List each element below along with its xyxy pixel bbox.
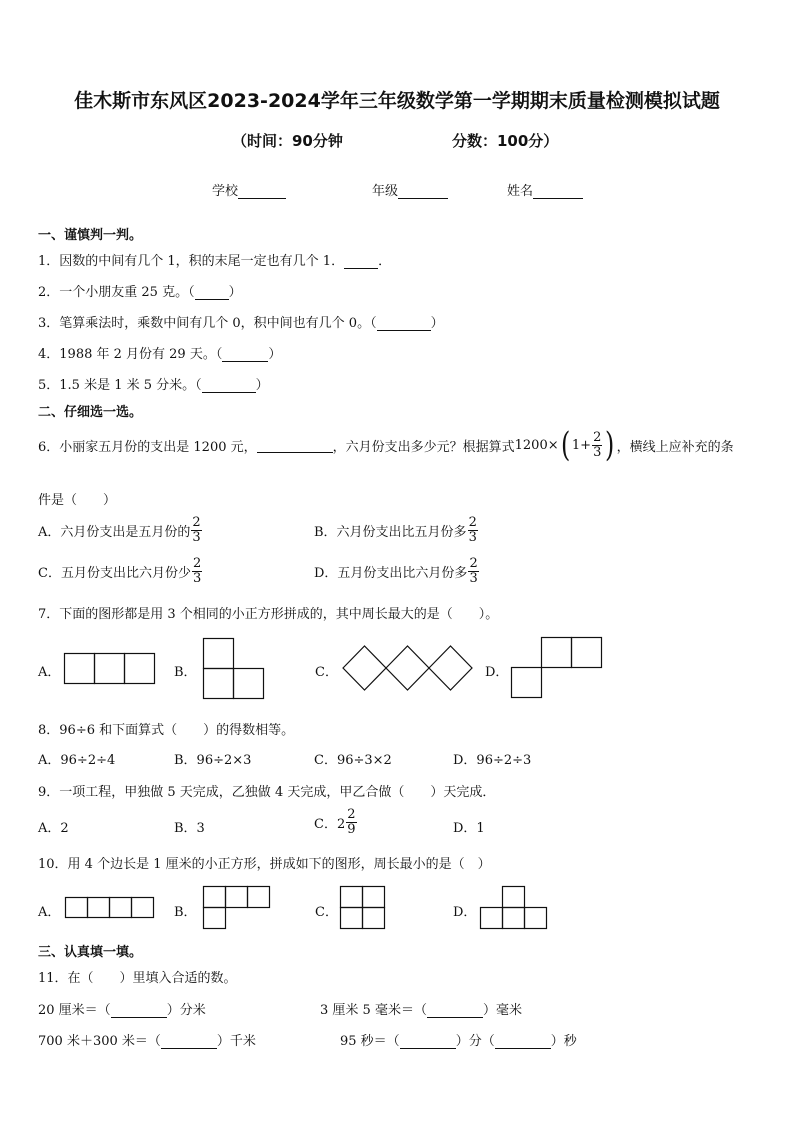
question-7: 7．下面的图形都是用 3 个相同的小正方形拼成的，其中周长最大的是（ ）。 [38,607,499,622]
question-6-line2: 件是（ ） [38,493,117,508]
option-8c[interactable]: C．96÷3×2 [314,753,392,768]
fraction-2-3: $\frac{2}{3}$ [593,429,602,460]
option-8d[interactable]: D．96÷2÷3 [453,753,532,768]
shape-7a-three-in-row [64,653,157,685]
option-9c[interactable]: C．2 $\frac{2}{9}$ [314,807,356,837]
answer-blank-3[interactable] [377,316,431,331]
name-field[interactable] [507,180,583,199]
option-9b[interactable]: B．3 [174,821,205,836]
formula: 1200× ( 1+ $\frac{2}{3}$ ) [514,425,615,465]
question-11-row1a: 20 厘米＝（ ）分米 [38,1003,206,1018]
answer-blank-11e[interactable] [495,1034,551,1049]
school-field[interactable] [212,180,286,199]
grade-blank[interactable] [398,184,448,199]
question-2: 2．一个小朋友重 25 克。（ ） [38,285,242,300]
option-7d-label[interactable]: D． [485,665,509,680]
answer-blank-11d[interactable] [400,1034,456,1049]
question-11-row2b: 95 秒＝（ ）分（ ）秒 [340,1034,577,1049]
section-3-heading: 三、认真填一填。 [38,945,143,960]
answer-blank-4[interactable] [222,347,268,362]
question-9: 9．一项工程，甲独做 5 天完成，乙独做 4 天完成，甲乙合做（ ）天完成． [38,785,496,800]
question-5: 5．1.5 米是 1 米 5 分米。（ ） [38,378,269,393]
question-11-row2a: 700 米＋300 米＝（ ）千米 [38,1034,256,1049]
shape-10d-t-shape [480,886,548,930]
grade-field[interactable] [372,180,448,199]
answer-blank-5[interactable] [202,378,256,393]
option-6a[interactable]: A．六月份支出是五月份的 $\frac{2}{3}$ [38,515,201,545]
shape-10b-step [203,886,271,930]
grade-label: 年级 [372,184,399,199]
option-6c[interactable]: C．五月份支出比六月份少 $\frac{2}{3}$ [38,556,202,586]
option-6d[interactable]: D．五月份支出比六月份多 $\frac{2}{3}$ [314,556,478,586]
question-6: 6．小丽家五月份的支出是 1200 元， ，六月份支出多少元？根据算式 1200× ( 1+ $\frac{2}{3}$ ) ，横线上应补充的条 [38,425,734,465]
option-9d[interactable]: D．1 [453,821,485,836]
question-3: 3．笔算乘法时，乘数中间有几个 0，积中间也有几个 0。（ ） [38,316,444,331]
question-8: 8．96÷6 和下面算式（ ）的得数相等。 [38,723,295,738]
shape-10c-square [340,886,386,930]
option-6b[interactable]: B．六月份支出比五月份多 $\frac{2}{3}$ [314,515,477,545]
question-11: 11．在（ ）里填入合适的数。 [38,971,237,986]
question-1: 1．因数的中间有几个 1，积的末尾一定也有几个 1． ． [38,254,392,269]
answer-blank-6[interactable] [257,438,333,453]
option-7b-label[interactable]: B． [174,665,197,680]
section-1-heading: 一、谨慎判一判。 [38,228,143,243]
shape-7b-l-shape [203,638,266,700]
name-blank[interactable] [533,184,583,199]
question-11-row1b: 3 厘米 5 毫米＝（ ）毫米 [320,1003,522,1018]
shape-10a-four-in-row [65,897,155,919]
name-label: 姓名 [507,184,534,199]
option-10a-label[interactable]: A． [38,905,61,920]
section-2-heading: 二、仔细选一选。 [38,405,143,420]
option-9a[interactable]: A．2 [38,821,69,836]
school-label: 学校 [212,184,239,199]
option-10b-label[interactable]: B． [174,905,197,920]
option-10c-label[interactable]: C． [315,905,338,920]
page-title: 佳木斯市东风区2023-2024学年三年级数学第一学期期末质量检测模拟试题 [74,90,720,112]
shape-7c-diamonds [342,645,474,693]
option-7c-label[interactable]: C． [315,665,338,680]
exam-time: （时间：90分钟 [232,132,343,150]
answer-blank-11a[interactable] [111,1003,167,1018]
answer-blank-11c[interactable] [161,1034,217,1049]
option-8a[interactable]: A．96÷2÷4 [38,753,116,768]
exam-score: 分数：100分） [452,132,559,150]
school-blank[interactable] [238,184,286,199]
question-4: 4．1988 年 2 月份有 29 天。（ ） [38,347,282,362]
option-8b[interactable]: B．96÷2×3 [174,753,252,768]
option-7a-label[interactable]: A． [38,665,61,680]
answer-blank-11b[interactable] [427,1003,483,1018]
option-10d-label[interactable]: D． [453,905,477,920]
shape-7d-step [511,637,605,699]
answer-blank-1[interactable] [344,254,378,269]
question-10: 10．用 4 个边长是 1 厘米的小正方形，拼成如下的图形，周长最小的是（ ） [38,857,491,872]
answer-blank-2[interactable] [195,285,229,300]
